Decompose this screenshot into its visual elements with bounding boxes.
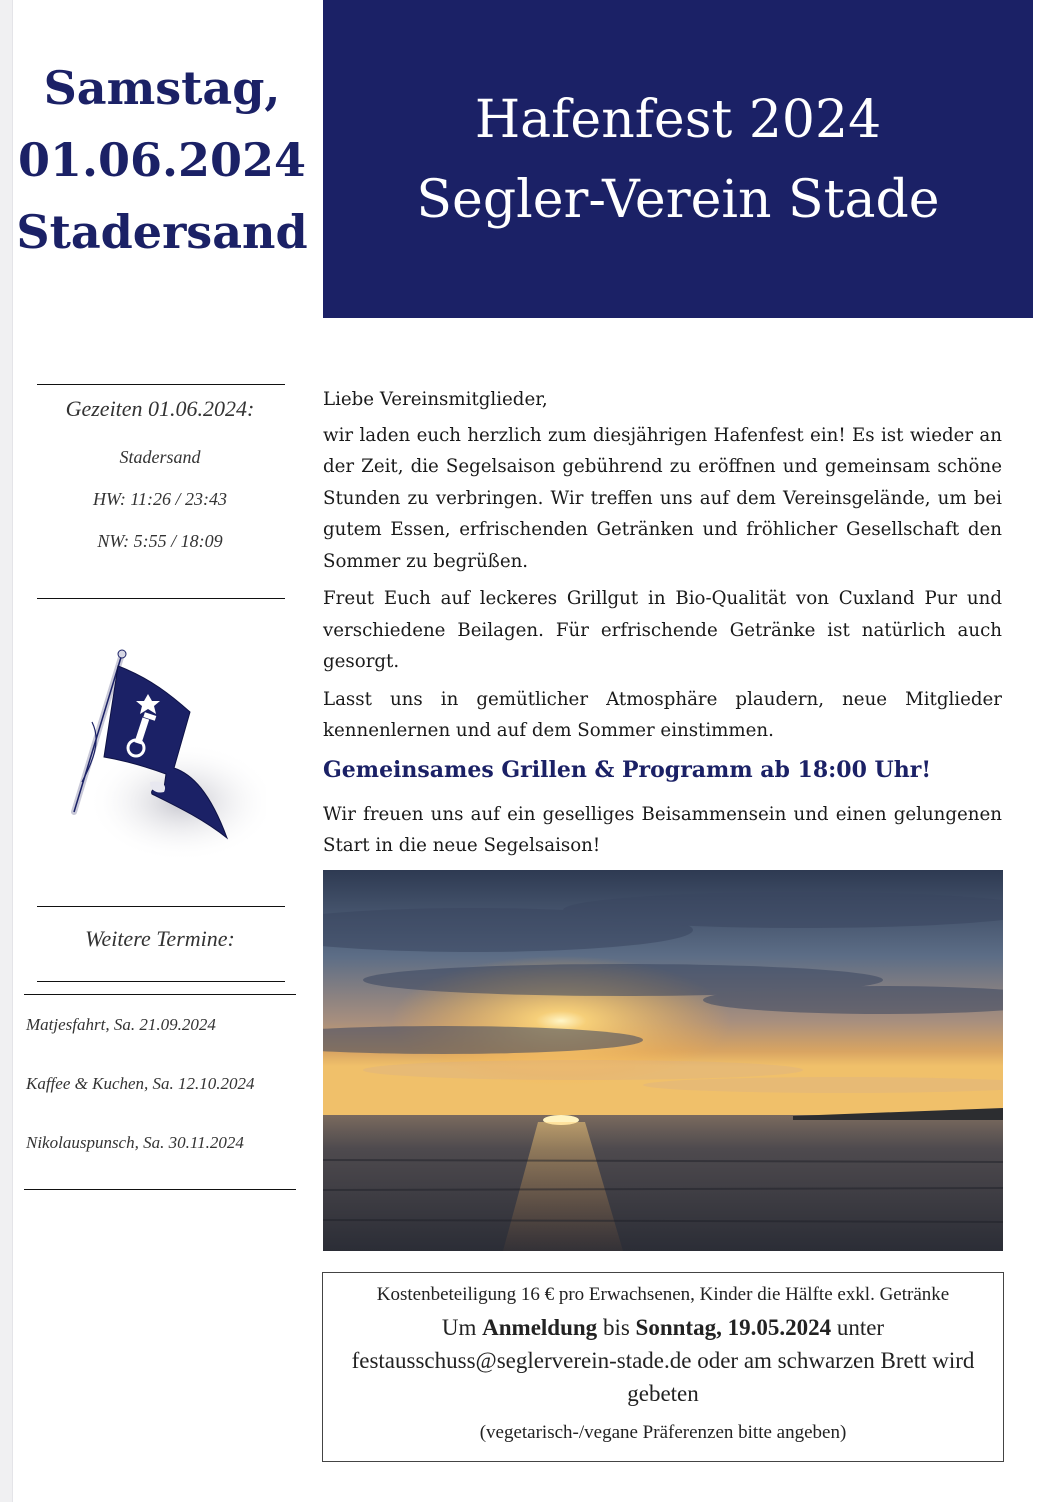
registration-info-box	[322, 1272, 1004, 1462]
cost-info: Kostenbeteiligung 16 € pro Erwachsenen, Kinder die Hälfte exkl. Getränke	[376, 1284, 950, 1305]
greeting: Liebe Vereinsmitglieder,	[323, 389, 548, 410]
event-item: Nikolauspunsch, Sa. 30.11.2024	[26, 1133, 244, 1152]
event-item: Matjesfahrt, Sa. 21.09.2024	[26, 1015, 216, 1034]
banner-title: Hafenfest 2024	[474, 90, 882, 150]
registration-unter: unter	[836, 1315, 885, 1340]
divider	[37, 981, 285, 982]
date-day: 01.06.2024	[17, 133, 307, 187]
header-banner	[323, 0, 1033, 318]
paragraph-intro: wir laden euch herzlich zum diesjährigen Hafenfest ein! Es ist wieder an der Zeit, die Segelsaison gebührend zu eröffnen und gemeinsam schöne Stunden zu verbringen. Wir treffen uns auf dem Vereinsgelände, um bei gutem Essen, erfrischenden Getränken und fröhlicher Gesellschaft den Sommer zu begrüßen.	[323, 424, 1002, 572]
further-events-list	[26, 1006, 306, 1183]
banner-subtitle: Segler-Verein Stade	[416, 170, 940, 230]
tides-location: Stadersand	[119, 447, 201, 467]
registration-keyword: Anmeldung	[482, 1315, 598, 1340]
registration-text	[323, 1311, 1003, 1410]
registration-email[interactable]: festausschuss@seglerverein-stade.de	[351, 1348, 692, 1373]
date-location: Stadersand	[16, 205, 308, 259]
registration-tail: oder am schwarzen Brett wird gebeten	[627, 1348, 975, 1406]
divider	[37, 384, 285, 385]
tides-section	[36, 396, 284, 562]
divider	[37, 906, 285, 907]
tides-high-water: HW: 11:26 / 23:43	[93, 489, 227, 509]
page-edge	[0, 0, 13, 1502]
event-date-block	[14, 52, 310, 268]
paragraph-food: Freut Euch auf leckeres Grillgut in Bio-Qualität von Cuxland Pur und verschiedene Beilagen. Für erfrischende Getränke ist natürlich auch gesorgt.	[323, 588, 1002, 672]
dietary-preferences-note: (vegetarisch-/vegane Präferenzen bitte angeben)	[479, 1422, 847, 1443]
registration-bis: bis	[602, 1315, 630, 1340]
tides-low-water: NW: 5:55 / 18:09	[97, 531, 223, 551]
divider	[37, 598, 285, 599]
divider	[24, 1189, 296, 1190]
program-heading: Gemeinsames Grillen & Programm ab 18:00 Uhr!	[323, 756, 931, 783]
paragraph-atmosphere: Lasst uns in gemütlicher Atmosphäre plaudern, neue Mitglieder kennenlernen und auf dem Sommer einstimmen.	[323, 688, 1002, 741]
event-item: Kaffee & Kuchen, Sa. 12.10.2024	[26, 1074, 255, 1093]
further-events-title: Weitere Termine:	[85, 926, 235, 951]
club-flag-logo	[52, 642, 266, 866]
paragraph-closing: Wir freuen uns auf ein geselliges Beisammensein und einen gelungenen Start in die neue Segelsaison!	[323, 803, 1002, 856]
sunset-photo	[323, 870, 1003, 1251]
registration-deadline: Sonntag, 19.05.2024	[635, 1315, 832, 1340]
tides-title: Gezeiten 01.06.2024:	[65, 396, 255, 421]
date-weekday: Samstag,	[43, 61, 281, 115]
divider	[24, 994, 296, 995]
registration-um: Um	[441, 1315, 477, 1340]
invitation-text	[323, 384, 1002, 868]
